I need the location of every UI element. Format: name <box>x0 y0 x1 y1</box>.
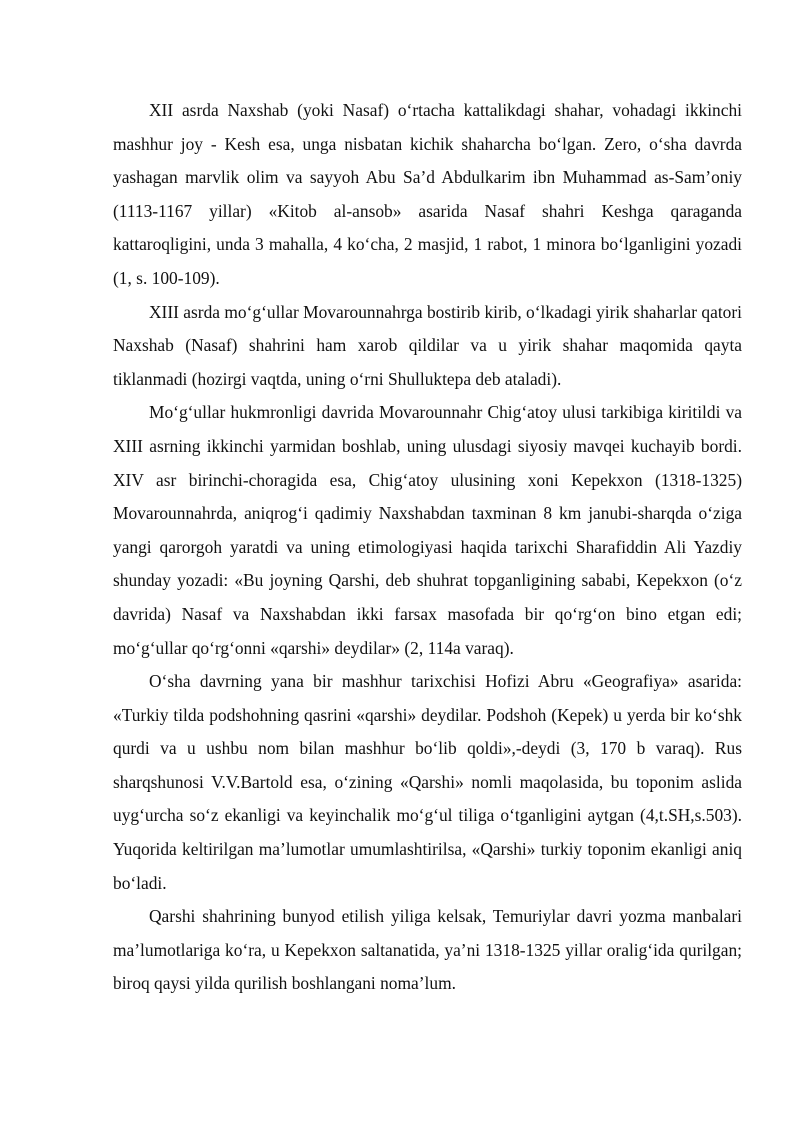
paragraph-4: O‘sha davrning yana bir mashhur tarixchisi Hofizi Abru «Geografiya» asarida: «Turkiy tilda podshohning qasrini «qarshi» deydilar. Podshoh (Kepek) u yerda bir ko‘shk qurdi va u ushbu nom bilan mashhur bo‘lib qoldi»,-deydi (3, 170 b varaq). Rus sharqshunosi V.V.Bartold esa, o‘zining «Qarshi» nomli maqolasida, bu toponim aslida uyg‘urcha so‘z ekanligi va keyinchalik mo‘g‘ul tiliga o‘tganligini aytgan (4,t.SH,s.503). Yuqorida keltirilgan ma’lumotlar umumlashtirilsa, «Qarshi» turkiy toponim ekanligi aniq bo‘ladi. <box>113 671 742 893</box>
document-page <box>113 94 742 1001</box>
paragraph-1: XII asrda Naxshab (yoki Nasaf) o‘rtacha kattalikdagi shahar, vohadagi ikkinchi mashhur joy - Kesh esa, unga nisbatan kichik shaharcha bo‘lgan. Zero, o‘sha davrda yashagan marvlik olim va sayyoh Abu Sa’d Abdulkarim ibn Muhammad as-Sam’oniy (1113-1167 yillar) «Kitob al-ansob» asarida Nasaf shahri Keshga qaraganda kattaroqligini, unda 3 mahalla, 4 ko‘cha, 2 masjid, 1 rabot, 1 minora bo‘lganligini yozadi (1, s. 100-109). <box>113 100 742 288</box>
paragraph-5: Qarshi shahrining bunyod etilish yiliga kelsak, Temuriylar davri yozma manbalari ma’lumotlariga ko‘ra, u Kepekxon saltanatida, ya’ni 1318-1325 yillar oralig‘ida qurilgan; biroq qaysi yilda qurilish boshlangani noma’lum. <box>113 906 742 994</box>
paragraph-2: XIII asrda mo‘g‘ullar Movarounnahrga bostirib kirib, o‘lkadagi yirik shaharlar qatori Naxshab (Nasaf) shahrini ham xarob qildilar va u yirik shahar maqomida qayta tiklanmadi (hozirgi vaqtda, uning o‘rni Shulluktepa deb ataladi). <box>113 301 742 389</box>
paragraph-3: Mo‘g‘ullar hukmronligi davrida Movarounnahr Chig‘atoy ulusi tarkibiga kiritildi va XIII asrning ikkinchi yarmidan boshlab, uning ulusdagi siyosiy mavqei kuchayib bordi. XIV asr birinchi-choragida esa, Chig‘atoy ulusining xoni Kepekxon (1318-1325) Movarounnahrda, aniqrog‘i qadimiy Naxshabdan taxminan 8 km janubi-sharqda o‘ziga yangi qarorgoh yaratdi va uning etimologiyasi haqida tarixchi Sharafiddin Ali Yazdiy shunday yozadi: «Bu joyning Qarshi, deb shuhrat topganligining sababi, Kepekxon (o‘z davrida) Nasaf va Naxshabdan ikki farsax masofada bir qo‘rg‘on bino etgan edi; mo‘g‘ullar qo‘rg‘onni «qarshi» deydilar» (2, 114a varaq). <box>113 402 742 658</box>
